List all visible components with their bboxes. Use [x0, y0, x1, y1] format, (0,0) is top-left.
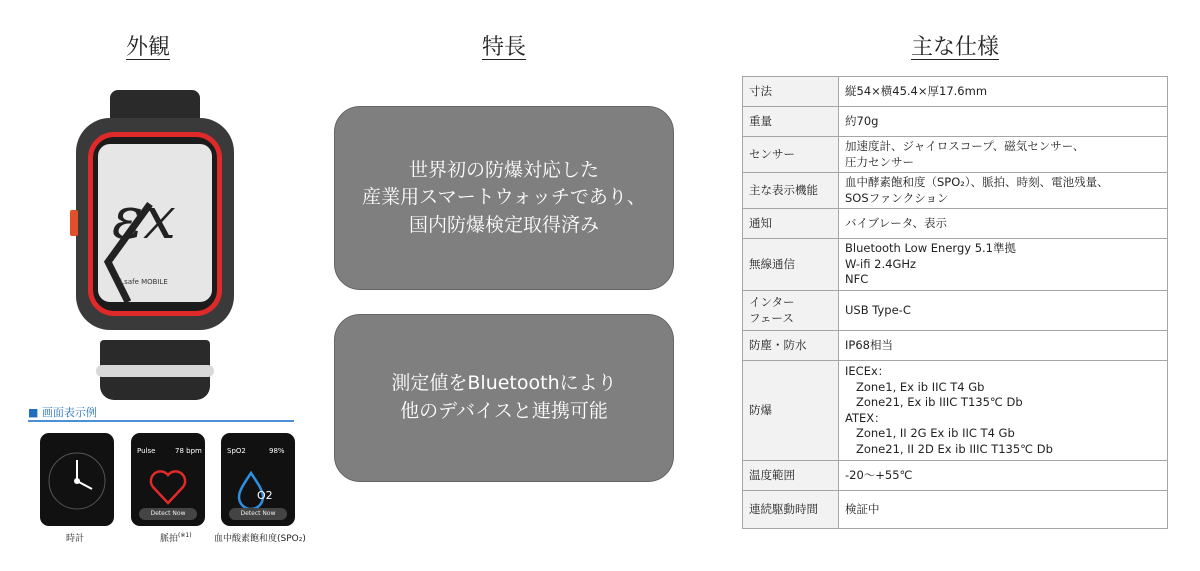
spec-value: バイブレータ、表示 — [839, 209, 1168, 239]
spec-row — [743, 291, 1168, 331]
ex-mark-icon: εx — [112, 184, 176, 252]
spo2-detect-button: Detect Now — [229, 508, 287, 520]
watch-image — [70, 90, 240, 400]
screen-label-spo2: 血中酸素飽和度(SPO₂) — [214, 534, 306, 544]
spec-row — [743, 107, 1168, 137]
spec-key: 連続駆動時間 — [743, 491, 839, 529]
watch-brand: i.safe MOBILE — [120, 278, 168, 286]
pulse-screen-title: Pulse — [137, 447, 156, 455]
heading-appearance: 外観 — [126, 35, 171, 60]
watch-side-button — [70, 210, 78, 236]
spec-row — [743, 137, 1168, 173]
spec-value: 約70g — [839, 107, 1168, 137]
spec-value: Bluetooth Low Energy 5.1準拠 W-ifi 2.4GHz NFC — [839, 239, 1168, 291]
feature-box-explosion-proof — [334, 106, 674, 290]
svg-text:O2: O2 — [257, 489, 273, 502]
spec-value: 縦54×横45.4×厚17.6mm — [839, 77, 1168, 107]
spec-key: 防塵・防水 — [743, 331, 839, 361]
screen-label-clock: 時計 — [66, 534, 85, 544]
spec-key: 通知 — [743, 209, 839, 239]
spo2-screen-value: 98% — [269, 447, 285, 455]
screen-label-pulse-note: (※1) — [178, 532, 192, 539]
pulse-detect-button: Detect Now — [139, 508, 197, 520]
screen-example-clock — [40, 433, 114, 526]
spec-key: 主な表示機能 — [743, 173, 839, 209]
spec-value: USB Type-C — [839, 291, 1168, 331]
spec-row — [743, 331, 1168, 361]
spec-key: 寸法 — [743, 77, 839, 107]
heading-specs: 主な仕様 — [911, 35, 1000, 60]
spec-key: センサー — [743, 137, 839, 173]
spec-value: 検証中 — [839, 491, 1168, 529]
spec-value: 血中酵素飽和度（SPO₂）、脈拍、時刻、電池残量、 SOSファンクション — [839, 173, 1168, 209]
watch-strap-stripe — [96, 365, 214, 377]
spec-key: 防爆 — [743, 361, 839, 461]
spec-key: インター フェース — [743, 291, 839, 331]
spec-key: 重量 — [743, 107, 839, 137]
pulse-screen-value: 78 bpm — [175, 447, 202, 455]
spec-key: 無線通信 — [743, 239, 839, 291]
spec-table — [742, 76, 1168, 529]
screen-examples-divider — [28, 420, 294, 422]
spec-value: -20～+55℃ — [839, 461, 1168, 491]
spec-row — [743, 173, 1168, 209]
spec-key: 温度範囲 — [743, 461, 839, 491]
spo2-screen-title: SpO2 — [227, 447, 246, 455]
spec-row — [743, 77, 1168, 107]
feature-box-bluetooth — [334, 314, 674, 482]
spec-value: IECEx： Zone1, Ex ib IIC T4 Gb Zone21, Ex ib IIIC T135℃ Db ATEX： Zone1, II 2G Ex ib IIC T4 Gb Zone21, II 2D Ex ib IIIC T135℃ Db — [839, 361, 1168, 461]
screen-label-pulse-text: 脈拍 — [160, 534, 179, 544]
screen-examples-title: ■ 画面表示例 — [28, 406, 97, 419]
spec-value: IP68相当 — [839, 331, 1168, 361]
spec-row — [743, 361, 1168, 461]
heading-features: 特長 — [482, 35, 527, 60]
spec-row — [743, 461, 1168, 491]
screen-example-pulse — [131, 433, 205, 526]
feature-text-bluetooth: 測定値をBluetoothにより 他のデバイスと連携可能 — [391, 372, 617, 422]
spec-row — [743, 491, 1168, 529]
spec-row — [743, 209, 1168, 239]
clock-face-icon — [40, 433, 114, 526]
spec-row — [743, 239, 1168, 291]
spec-value: 加速度計、ジャイロスコープ、磁気センサー、 圧力センサー — [839, 137, 1168, 173]
feature-text-explosion-proof: 世界初の防爆対応した 産業用スマートウォッチであり、 国内防爆検定取得済み — [362, 158, 646, 236]
watch-screen — [98, 144, 212, 302]
screen-example-spo2 — [221, 433, 295, 526]
screen-label-pulse — [160, 531, 192, 544]
